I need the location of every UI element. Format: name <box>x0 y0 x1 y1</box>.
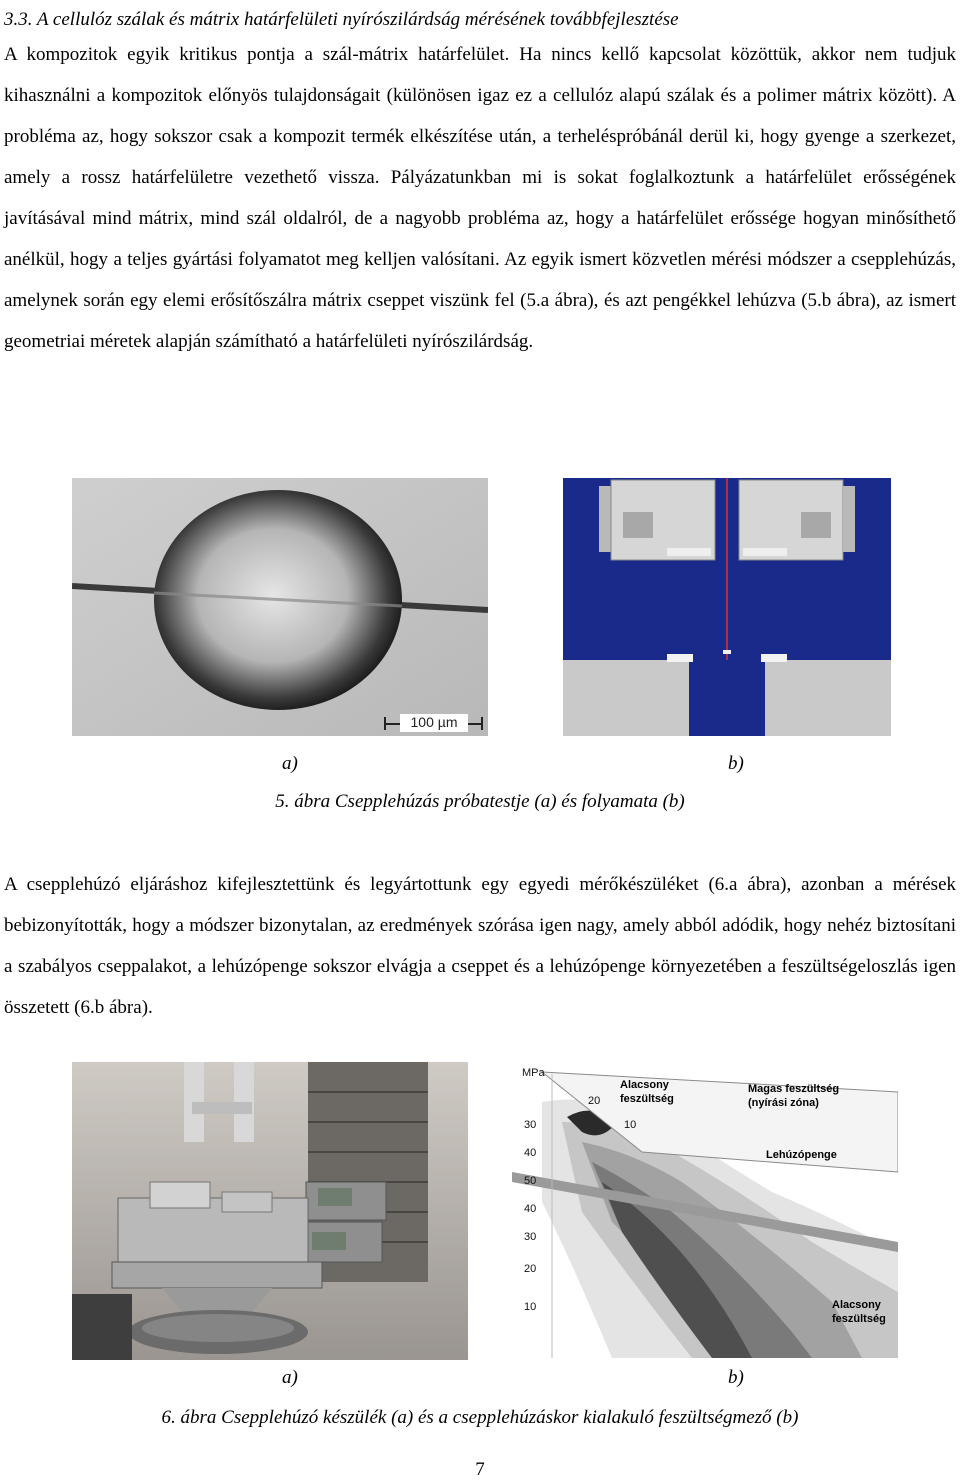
figure-6b-label: b) <box>728 1367 744 1388</box>
annotation-blade: Lehúzópenge <box>766 1149 837 1161</box>
scale-bar-label: 100 µm <box>410 714 458 730</box>
contour-10-top: 10 <box>624 1119 637 1131</box>
paragraph-intro: A kompozitok egyik kritikus pontja a szál-mátrix határfelület. Ha nincs kellő kapcsolat közöttük, akkor nem tudjuk kihasználni a kompozitok előnyös tulajdonságait (különösen igaz ez a cellulóz alapú szálak és a polimer mátrix között). A probléma az, hogy sokszor csak a kompozit termék elkészítése után, a terheléspróbánál derül ki, hogy gyenge a szerkezet, amely a rossz határfelületre vezethető vissza. Pályázatunkban mi is sokat foglalkoztunk a határfelület erősségének javításával mind mátrix, mind szál oldalról, de a nagyobb probléma az, hogy a határfelület erőssége hogyan minősíthető anélkül, hogy a teljes gyártási folyamatot meg kelljen valósítani. Az egyik ismert közvetlen mérési módszer a csepplehúzás, amelynek során egy elemi erősítőszálra mátrix cseppet viszünk fel (5.a ábra), és azt pengékkel lehúzva (5.b ábra), az ismert geometriai méretek alapján számítható a határfelületi nyírószilárdság. <box>4 44 956 352</box>
unit-label: MPa <box>522 1067 545 1079</box>
figure-6b-stress-field <box>512 1062 898 1358</box>
contour-50-left: 50 <box>524 1175 537 1187</box>
contour-20-top: 20 <box>588 1095 601 1107</box>
figure-5a-label: a) <box>282 753 298 774</box>
figure-5a-droplet-photo <box>72 478 488 736</box>
figure-6a-apparatus-photo <box>72 1062 468 1360</box>
contour-40-left: 40 <box>524 1147 537 1159</box>
contour-30-lower: 30 <box>524 1231 537 1243</box>
page-number: 7 <box>475 1459 485 1480</box>
contour-20-lower: 20 <box>524 1263 537 1275</box>
figure-5-caption: 5. ábra Csepplehúzás próbatestje (a) és folyamata (b) <box>275 791 685 812</box>
figure-5b-blade-diagram <box>563 478 891 736</box>
contour-40-lower: 40 <box>524 1203 537 1215</box>
figure-5b-label: b) <box>728 753 744 774</box>
figure-6-caption: 6. ábra Csepplehúzó készülék (a) és a csepplehúzáskor kialakuló feszültségmező (b) <box>161 1407 799 1428</box>
section-heading: 3.3. A cellulóz szálak és mátrix határfelületi nyírószilárdság mérésének továbbfejlesztése <box>4 9 679 30</box>
figure-6a-label: a) <box>282 1367 298 1388</box>
paragraph-device: A csepplehúzó eljáráshoz kifejlesztettünk és legyártottunk egy egyedi mérőkészüléket (6.a ábra), azonban a mérések bebizonyították, hogy a módszer bizonytalan, az eredmények szórása igen nagy, amely abból adódik, hogy nehéz biztosítani a szabályos cseppalakot, a lehúzópenge sokszor elvágja a cseppet és a lehúzópenge környezetében a feszültségeloszlás igen összetett (6.b ábra). <box>4 874 956 1018</box>
annotation-high-stress: Magas feszültség (nyírási zóna) <box>748 1083 840 1109</box>
annotation-low-stress-top: Alacsony feszültség <box>620 1079 674 1105</box>
contour-30-left: 30 <box>524 1119 537 1131</box>
contour-10-lower: 10 <box>524 1301 537 1313</box>
annotation-low-stress-bottom: Alacsony feszültség <box>832 1299 886 1325</box>
